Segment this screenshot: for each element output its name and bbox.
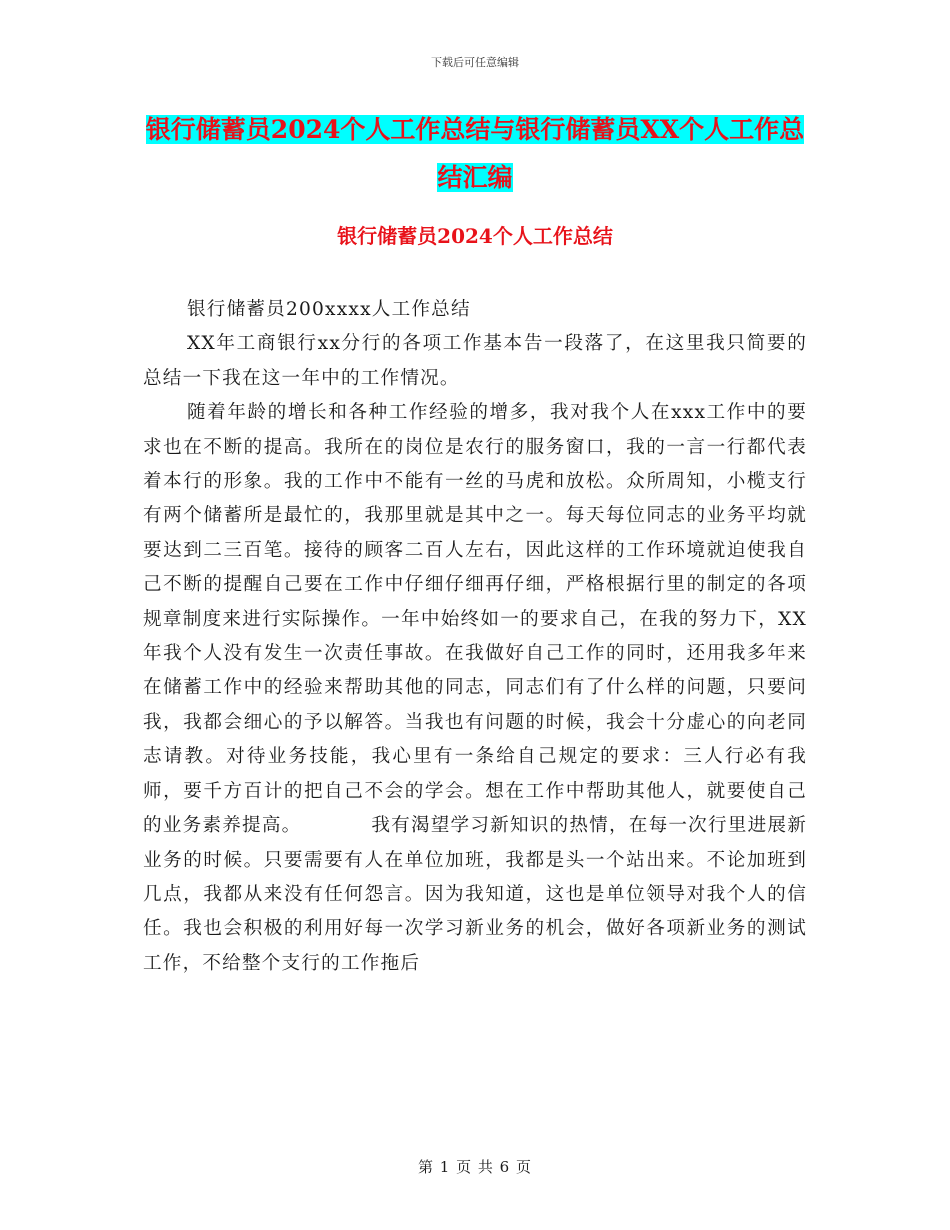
document-body <box>143 293 807 981</box>
paragraph: XX年工商银行xx分行的各项工作基本告一段落了，在这里我只简要的总结一下我在这一年中的工作情况。 <box>143 333 807 389</box>
header-note: 下载后可任意编辑 <box>431 56 519 69</box>
section-title: 银行储蓄员2024个人工作总结 <box>337 224 613 248</box>
paragraph: 银行储蓄员200xxxx人工作总结 <box>187 299 471 320</box>
page-number: 第 1 页 共 6 页 <box>418 1158 532 1176</box>
paragraph: 随着年龄的增长和各种工作经验的增多，我对我个人在xxx工作中的要求也在不断的提高。我所在的岗位是农行的服务窗口，我的一言一行都代表着本行的形象。我的工作中不能有一丝的马虎和放松。众所周知，小榄支行有两个储蓄所是最忙的，我那里就是其中之一。每天每位同志的业务平均就要达到二三百笔。接待的顾客二百人左右，因此这样的工作环境就迫使我自己不断的提醒自己要在工作中仔细仔细再仔细，严格根据行里的制定的各项规章制度来进行实际操作。一年中始终如一的要求自己，在我的努力下，XX年我个人没有发生一次责任事故。在我做好自己工作的同时，还用我多年来在储蓄工作中的经验来帮助其他的同志，同志们有了什么样的问题，只要问我，我都会细心的予以解答。当我也有问题的时候，我会十分虚心的向老同志请教。对待业务技能，我心里有一条给自己规定的要求：三人行必有我师，要千方百计的把自己不会的学会。想在工作中帮助其他人，就要使自己的业务素养提高。 我有渴望学习新知识的热情，在每一次行里进展新业务的时候。只要需要有人在单位加班，我都是头一个站出来。不论加班到几点，我都从来没有任何怨言。因为我知道，这也是单位领导对我个人的信任。我也会积极的利用好每一次学习新业务的机会，做好各项新业务的测试工作，不给整个支行的工作拖后 <box>143 402 807 974</box>
main-title-text: 银行储蓄员2024个人工作总结与银行储蓄员XX个人工作总结汇编 <box>145 115 805 192</box>
document-main-title <box>140 106 810 202</box>
